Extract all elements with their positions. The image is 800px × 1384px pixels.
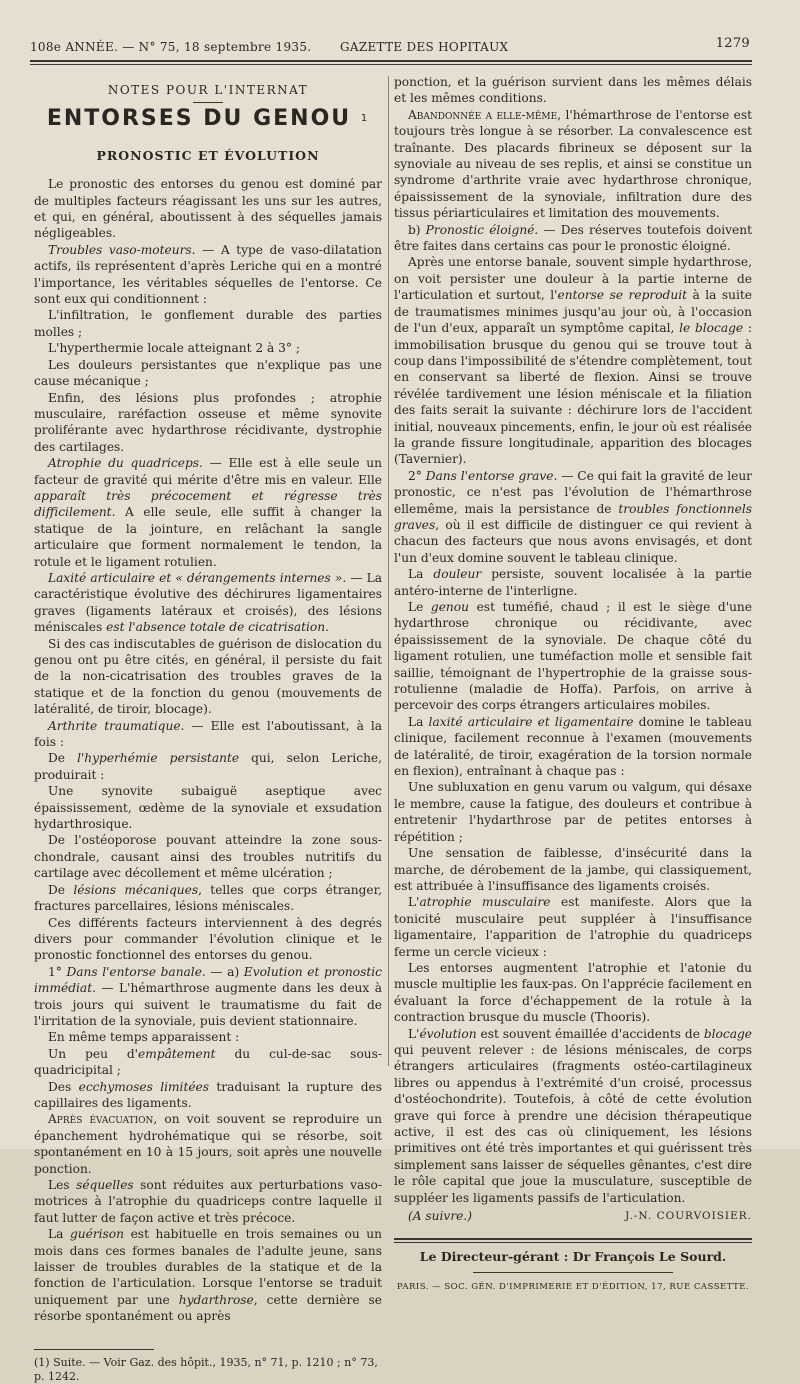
paragraph: De lésions mécaniques, telles que corps étranger, fractures parcellaires, lésions méniscales.: [34, 882, 383, 914]
imprint-rule-thin: [394, 1242, 752, 1243]
paragraph: Un peu d'empâtement du cul-de-sac sous-quadricipital ;: [34, 1046, 382, 1078]
paragraph: Une subluxation en genu varum ou valgum, qui désaxe le membre, cause la fatigue, des douleurs et contribue à entretenir l'hydarthrose par de petites entorses à répétition ;: [394, 780, 752, 844]
paragraph: Laxité articulaire et « dérangements internes ». — La caractéristique évolutive des déchirures ligamentaires graves (ligaments latéraux et croisés), des lésions méniscales est l'absence totale de cicatrisation.: [34, 570, 382, 635]
paragraph: Ces différents facteurs interviennent à des degrés divers pour commander l'évolution clinique et le pronostic fonctionnel des entorses du genou.: [34, 915, 382, 963]
director-line: Le Directeur-gérant : Dr François Le Sourd.: [419, 1249, 727, 1265]
paragraph: Atrophie du quadriceps. — Elle est à elle seule un facteur de gravité qui mérite d'être mis en valeur. Elle apparaît très précocement et régresse très difficilement. A elle seule, elle suffit à changer la statique de la jointure, en relâchant la sangle articulaire que forment normalement le tendon, la rotule et le ligament rotulien.: [34, 456, 382, 569]
paragraph: L'évolution est souvent émaillée d'accidents de blocage qui peuvent relever : de lésions méniscales, de corps étrangers articulaires (fragments ostéo-cartilagineux libres ou appendus à l'extrémité d'un croisé, processus d'ostéochondrite). Toutefois, à côté de cette évolution grave qui force à prendre une décision thérapeutique active, il est des cas où cliniquement, les lésions primitives ont été très importantes et qui guérissent très simplement sans laisser de séquelles gênantes, c'est dire le rôle capital que joue la musculature, susceptible de suppléer les ligaments passifs de l'articulation.: [394, 1026, 752, 1205]
article-title: ENTORSES DU GENOU $^1$: [46, 106, 370, 132]
imprint-rule: [394, 1238, 752, 1240]
journal-name: GAZETTE DES HOPITAUX: [340, 40, 509, 54]
section-subhead: PRONOSTIC ET ÉVOLUTION: [96, 147, 320, 163]
running-head: [30, 36, 750, 58]
paragraph: La guérison est habituelle en trois semaines ou un mois dans ces formes banales de l'adulte jeune, sans laisser de troubles durables de la statique et de la fonction de l'articulation. Lorsque l'entorse se traduit uniquement par une hydarthrose, cette dernière se résorbe spontanément ou après: [34, 1227, 383, 1324]
section-kicker: NOTES POUR L'INTERNAT: [107, 83, 309, 97]
paragraph: Après une entorse banale, souvent simple hydarthrose, on voit persister une douleur à la partie interne de l'articulation et surtout, l'entorse se reproduit à la suite de traumatismes minimes jusqu'au jour où, à l'occasion de l'un d'eux, apparaît un symptôme capital, le blocage : immobilisation brusque du genou qui se trouve tout à coup dans l'impossibilité de s'étendre complètement, tout en conservant sa liberté de flexion. Ainsi se trouve révélée tardivement une lésion méniscale et la filiation des faits serait la suivante : déchirure lors de l'accident initial, nouveaux pincements, enfin, le jour où est réalisée la grande fissure longitudinale, apparition des blocages (Tavernier).: [394, 255, 752, 467]
paragraph: L'infiltration, le gonflement durable des parties molles ;: [34, 308, 382, 339]
paragraph: 1° Dans l'entorse banale. — a) Evolution et pronostic immédiat. — L'hémarthrose augmente dans les deux à trois jours qui suivent le traumatisme du fait de l'irritation de la synoviale, puis devient stationnaire.: [34, 964, 382, 1028]
paragraph: ponction, et la guérison survient dans les mêmes délais et les mêmes conditions.: [394, 75, 752, 106]
paragraph: Des ecchymoses limitées traduisant la rupture des capillaires des ligaments.: [34, 1079, 382, 1110]
paragraph: L'hyperthermie locale atteignant 2 à 3° ;: [48, 341, 300, 356]
paragraph: 2° Dans l'entorse grave. — Ce qui fait la gravité de leur pronostic, ce n'est pas l'évolution de l'hémarthrose ellemême, mais la persistance de troubles fonctionnels graves, où il est difficile de distinguer ce qui revient à chacun des facteurs que nous avons envisagés, et dont l'un d'eux domine souvent le tableau clinique.: [394, 468, 752, 565]
printer-rule: [473, 1272, 673, 1273]
issue-info: 108e ANNÉE. — N° 75, 18 septembre 1935.: [30, 40, 312, 54]
paragraph: La laxité articulaire et ligamentaire domine le tableau clinique, facilement reconnue à l'examen (mouvements de latéralité, de tiroir, exagération de la torsion normale en flexion), entraînant à chaque pas :: [394, 714, 752, 779]
paragraph: Une synovite subaiguë aseptique avec épaississement, œdème de la synoviale et exsudation hydarthrosique.: [34, 784, 382, 832]
paragraph: Une sensation de faiblesse, d'insécurité dans la marche, de dérobement de la jambe, qui classiquement, est attribuée à l'insuffisance des ligaments croisés.: [394, 846, 752, 893]
printer-line: PARIS. — SOC. GÉN. D'IMPRIMERIE ET D'ÉDITION, 17, RUE CASSETTE.: [396, 1281, 750, 1292]
paragraph: En même temps apparaissent :: [48, 1030, 240, 1045]
paragraph: Après évacuation, on voit souvent se reproduire un épanchement hydrohématique qui se résorbe, soit spontanément en 10 à 15 jours, soit après une nouvelle ponction.: [34, 1112, 382, 1176]
paragraph: La douleur persiste, souvent localisée à la partie antéro-interne de l'interligne.: [394, 567, 752, 598]
paragraph: Le genou est tuméfié, chaud ; il est le siège d'une hydarthrose chronique ou récidivante, avec épaississement de la synoviale. De chaque côté du ligament rotulien, une tuméfaction molle et sensible fait saillie, témoignant de l'hypertrophie de la graisse sous-rotulienne (maladie de Hoffa). Parfois, on arrive à percevoir des corps étrangers articulaires mobiles.: [394, 600, 752, 713]
paragraph: Abandonnée a elle-même, l'hémarthrose de l'entorse est toujours très longue à se résorber. La convalescence est traînante. Des placards fibrineux se déposent sur la synoviale au niveau de ses replis, et ainsi se constitue un syndrome d'arthrite vraie avec hydarthrose chronique, épaississement de la synoviale, infiltration dure des tissus périarticulaires et limitation des mouvements.: [394, 107, 752, 221]
header-rule-thin: [30, 64, 752, 65]
right-column: [394, 74, 752, 1295]
to-be-continued: (A suivre.): [408, 1209, 472, 1224]
footnote-rule: [34, 1349, 154, 1350]
signature-line: [394, 1208, 752, 1224]
title-footnote-mark: 1: [360, 113, 370, 125]
title-rule: [193, 102, 223, 103]
paragraph: Arthrite traumatique. — Elle est l'aboutissant, à la fois :: [34, 718, 382, 750]
paragraph: Troubles vaso-moteurs. — A type de vaso-dilatation actifs, ils représentent d'après Leriche qui en a montré l'importance, les véritables séquelles de l'entorse. Ce sont eux qui conditionnent :: [34, 242, 382, 307]
column-divider: [388, 76, 389, 1066]
paragraph: Les séquelles sont réduites aux perturbations vaso-motrices à l'atrophie du quadriceps contre laquelle il faut lutter de façon active et très précoce.: [34, 1178, 382, 1225]
paragraph: Les entorses augmentent l'atrophie et l'atonie du muscle multiplie les faux-pas. On l'apprécie facilement en évaluant la force d'échappement de la rotule à la contraction brusque du muscle (Thooris).: [394, 960, 752, 1025]
paragraph: De l'hyperhémie persistante qui, selon Leriche, produirait :: [34, 751, 383, 782]
page-number: 1279: [715, 36, 750, 51]
left-column: [34, 74, 382, 1384]
footnote: (1) Suite. — Voir Gaz. des hôpit., 1935, n° 71, p. 1210 ; n° 73, p. 1242.: [34, 1355, 378, 1383]
paragraph: Les douleurs persistantes que n'explique pas une cause mécanique ;: [34, 357, 382, 389]
paragraph: Enfin, des lésions plus profondes ; atrophie musculaire, raréfaction osseuse et même synovite proliférante avec hydarthrose récidivante, dystrophie des cartilages.: [34, 390, 382, 454]
author-signature: J.-N. COURVOISIER.: [625, 1210, 752, 1223]
paragraph: Si des cas indiscutables de guérison de dislocation du genou ont pu être cités, en général, il persiste du fait de la non-cicatrisation des troubles graves de la statique et de la fonction du genou (mouvements de latéralité, de tiroir, blocage).: [34, 636, 382, 717]
paragraph: Le pronostic des entorses du genou est dominé par de multiples facteurs réagissant les uns sur les autres, et qui, en général, aboutissent à des séquelles jamais négligeables.: [34, 177, 382, 241]
paragraph: b) Pronostic éloigné. — Des réserves toutefois doivent être faites dans certains cas pour le pronostic éloigné.: [394, 222, 753, 254]
header-rule: [30, 60, 752, 62]
paragraph: L'atrophie musculaire est manifeste. Alors que la tonicité musculaire peut suppléer à l'insuffisance ligamentaire, l'apparition de l'atrophie du quadriceps ferme un cercle vicieux :: [394, 895, 752, 959]
paragraph: De l'ostéoporose pouvant atteindre la zone sous-chondrale, causant ainsi des troubles nutritifs du cartilage avec décollement et même ulcération ;: [34, 833, 382, 881]
